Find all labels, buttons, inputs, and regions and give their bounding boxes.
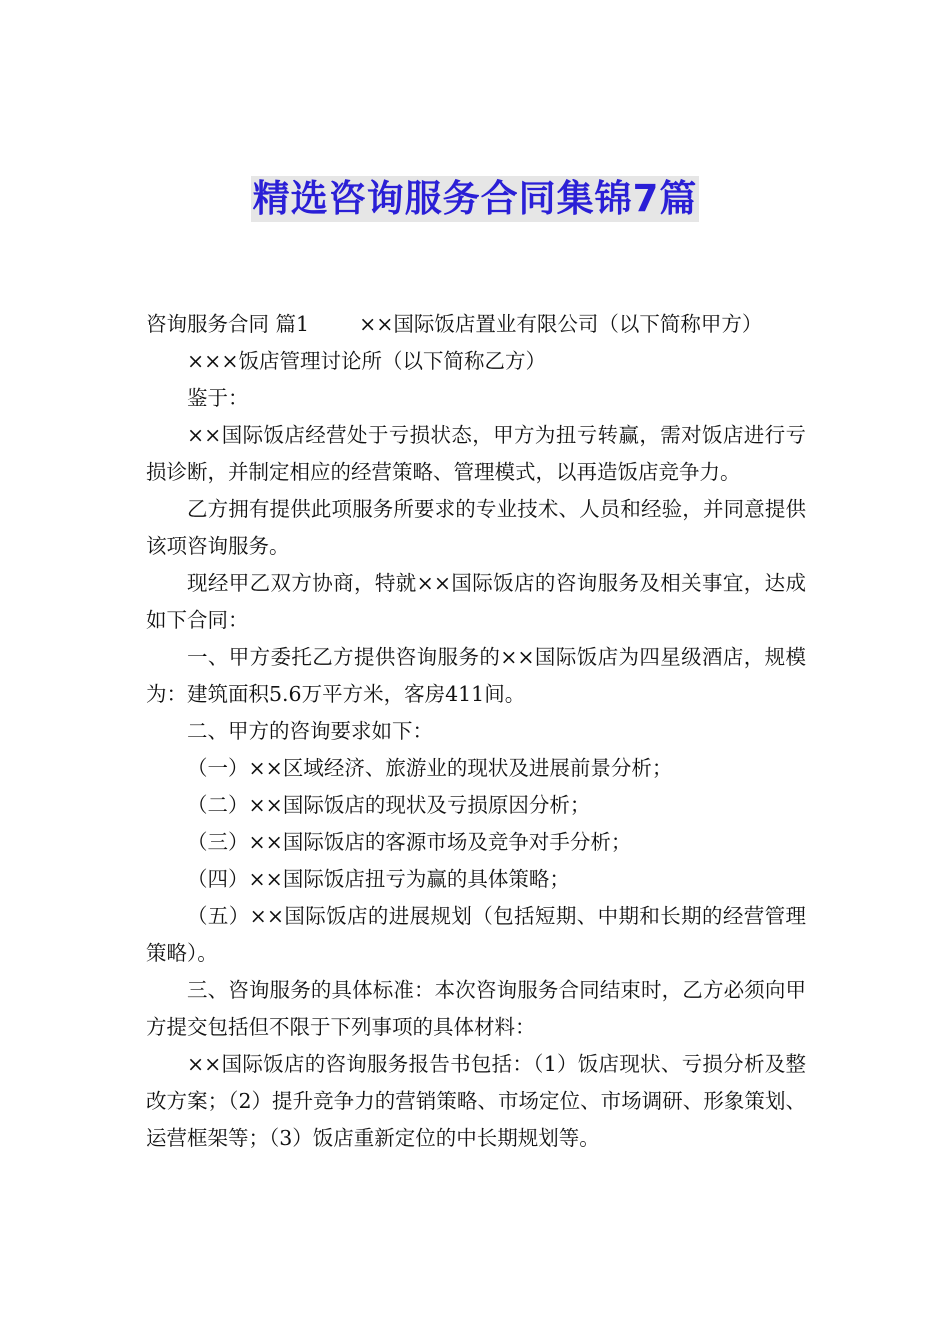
paragraph: （三）××国际饭店的客源市场及竞争对手分析； bbox=[187, 830, 632, 854]
paragraph: ××国际饭店经营处于亏损状态，甲方为扭亏转赢，需对饭店进行亏损诊断，并制定相应的经营策略、管理模式，以再造饭店竞争力。 bbox=[146, 423, 806, 484]
paragraph: 三、咨询服务的具体标准：本次咨询服务合同结束时，乙方必须向甲方提交包括但不限于下列事项的具体材料： bbox=[146, 978, 806, 1039]
document-title: 精选咨询服务合同集锦7篇 bbox=[252, 177, 698, 220]
paragraph: （五）××国际饭店的进展规划（包括短期、中期和长期的经营管理策略）。 bbox=[146, 904, 806, 965]
heading-line bbox=[146, 306, 806, 343]
party-a-line: ××国际饭店置业有限公司（以下简称甲方） bbox=[359, 312, 763, 336]
paragraph: 二、甲方的咨询要求如下： bbox=[187, 719, 433, 743]
section-heading: 咨询服务合同 篇1 bbox=[146, 312, 310, 336]
paragraph: 乙方拥有提供此项服务所要求的专业技术、人员和经验，并同意提供该项咨询服务。 bbox=[146, 497, 806, 558]
paragraph: 一、甲方委托乙方提供咨询服务的××国际饭店为四星级酒店，规模为：建筑面积5.6万平方米，客房411间。 bbox=[146, 645, 806, 706]
paragraph: （二）××国际饭店的现状及亏损原因分析； bbox=[187, 793, 591, 817]
paragraph: ××国际饭店的咨询服务报告书包括：（1）饭店现状、亏损分析及整改方案；（2）提升竞争力的营销策略、市场定位、市场调研、形象策划、运营框架等；（3）饭店重新定位的中长期规划等。 bbox=[146, 1052, 806, 1150]
paragraph: 现经甲乙双方协商，特就××国际饭店的咨询服务及相关事宜，达成如下合同： bbox=[146, 571, 806, 632]
paragraph: ×××饭店管理讨论所（以下简称乙方） bbox=[187, 349, 547, 373]
document-body bbox=[146, 306, 806, 1157]
paragraph: （四）××国际饭店扭亏为赢的具体策略； bbox=[187, 867, 570, 891]
paragraph: （一）××区域经济、旅游业的现状及进展前景分析； bbox=[187, 756, 673, 780]
paragraph: 鉴于： bbox=[187, 386, 249, 410]
title-container bbox=[0, 176, 950, 222]
